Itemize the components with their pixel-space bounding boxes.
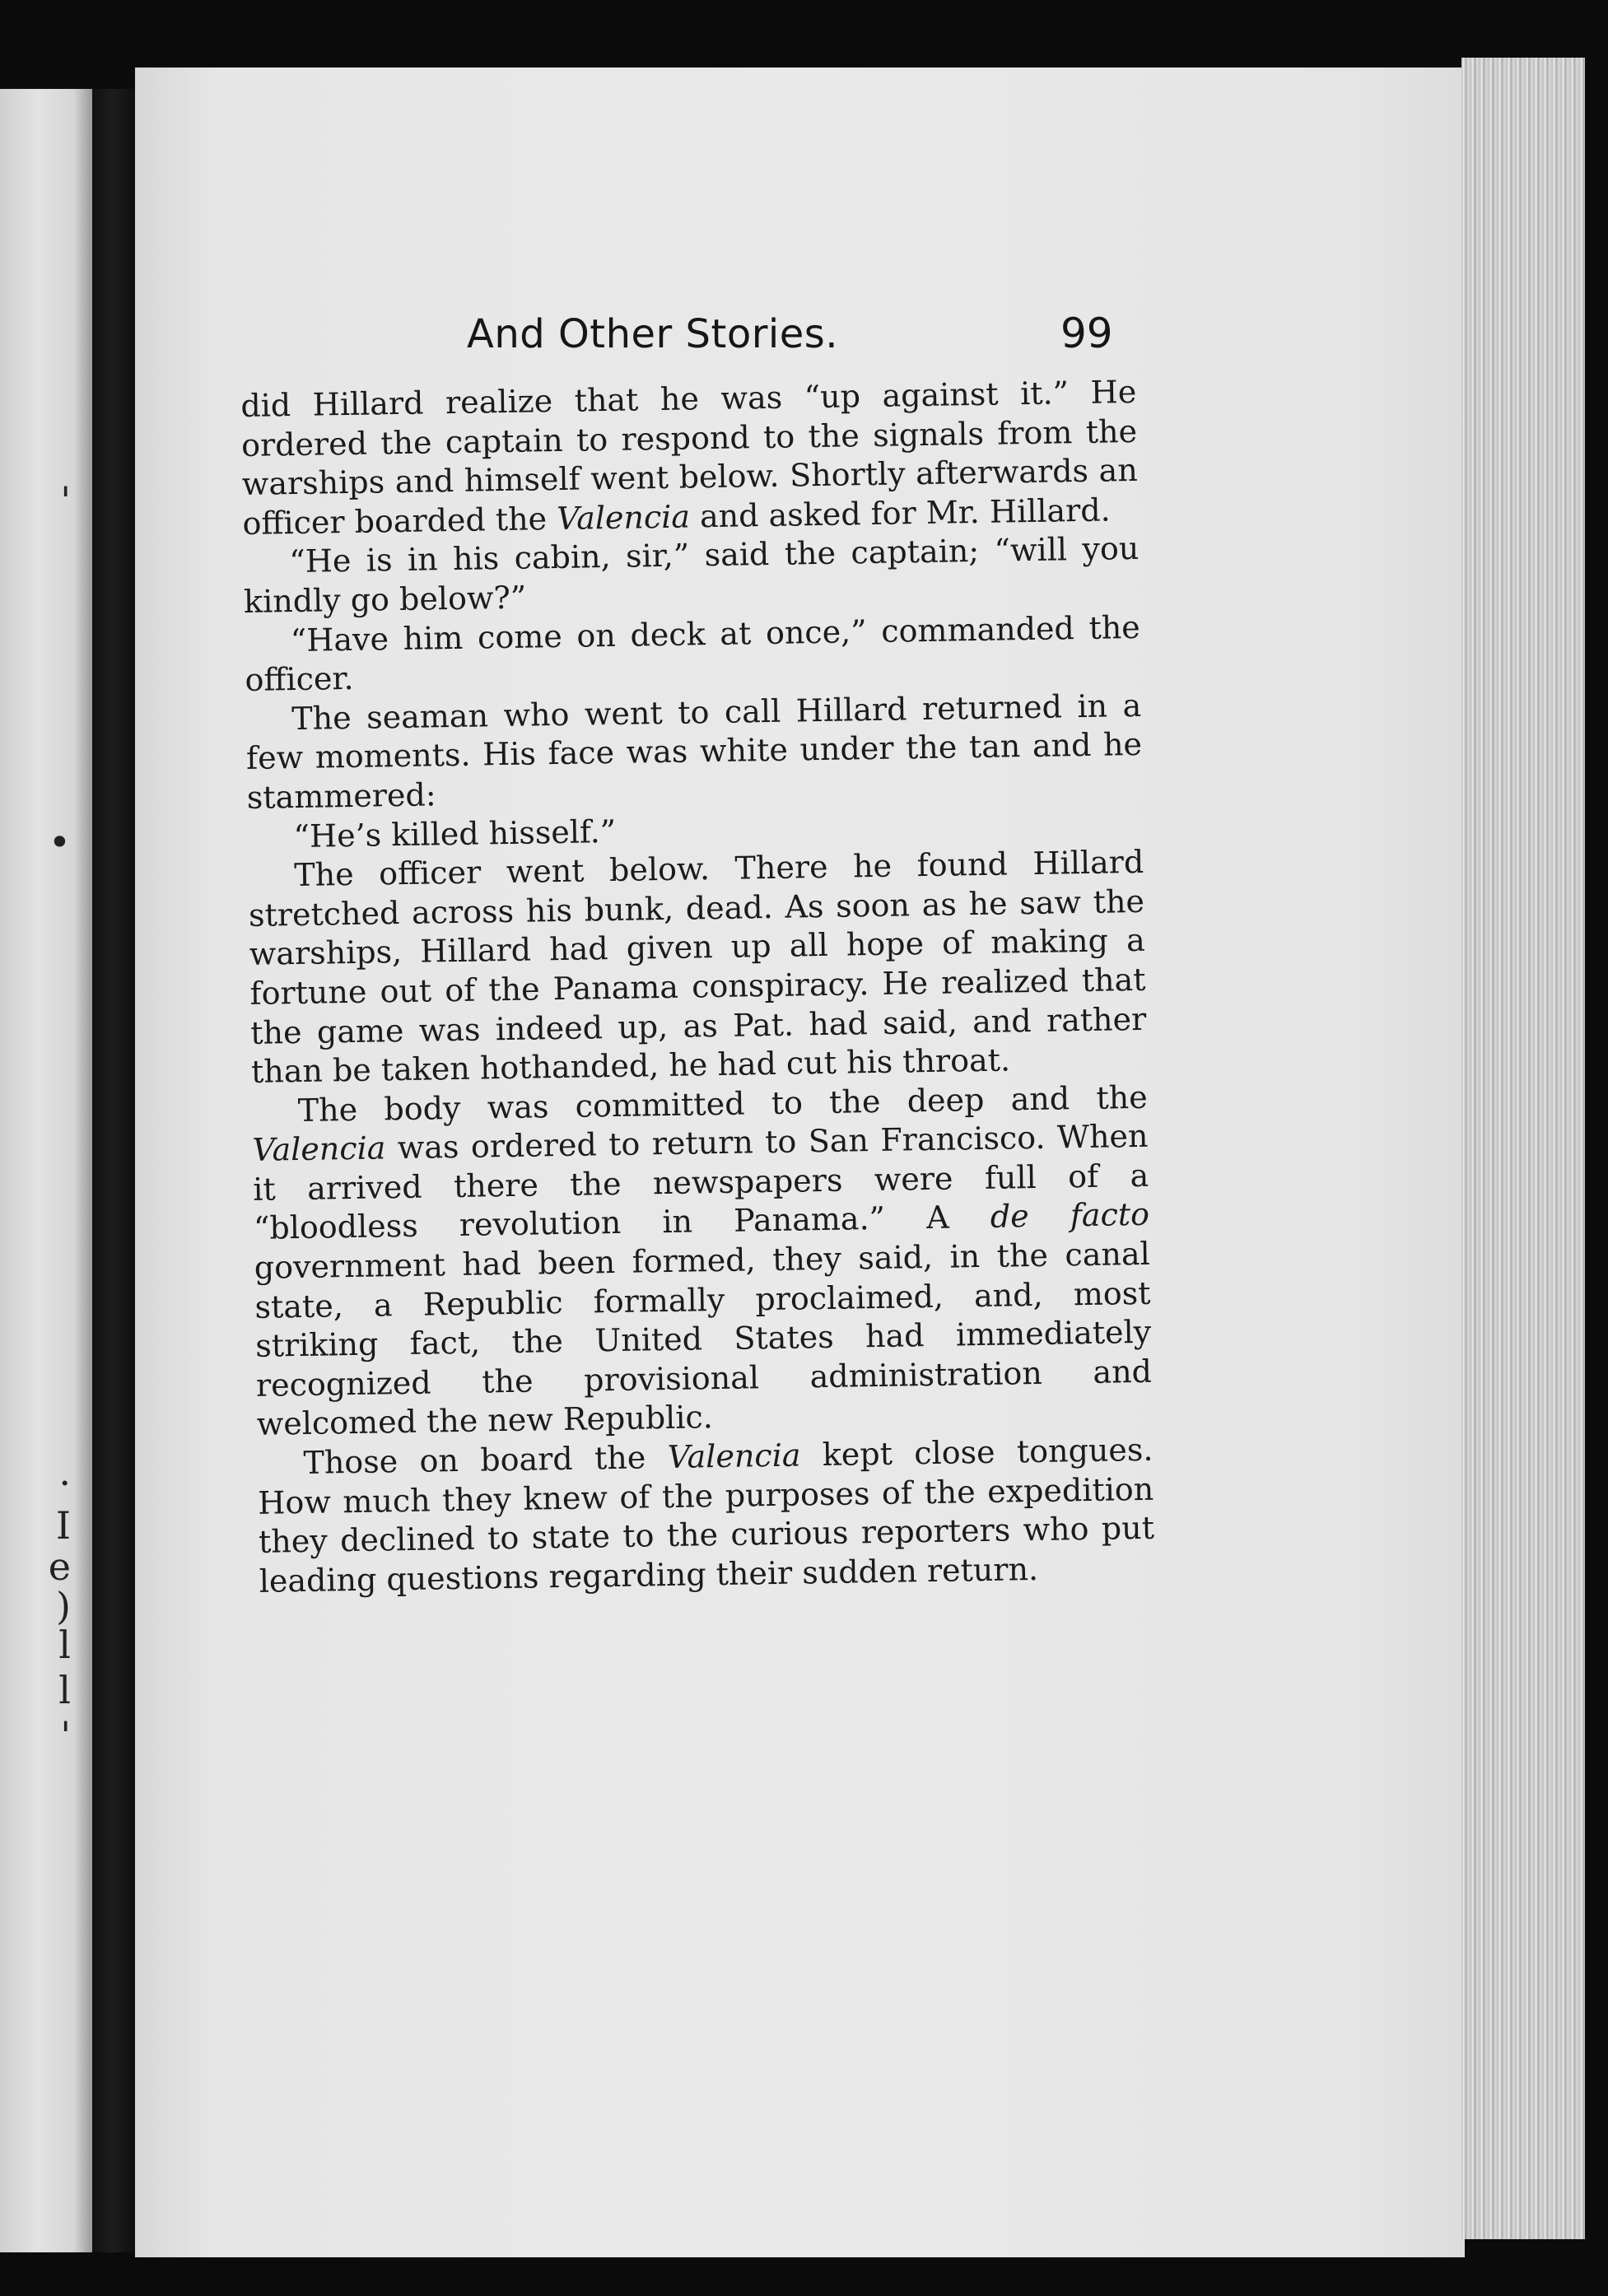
italic-text: Valencia xyxy=(252,1129,386,1169)
text-run: “He is in his cabin, sir,” said the captain; “will you kindly go below?” xyxy=(243,530,1140,620)
previous-page-text-fragments xyxy=(0,89,92,2252)
text-run: did Hillard realize that he was “up against it.” He ordered the captain to respond to the signals from the warships and himself went below. Shortly afterwards an officer boarded the xyxy=(240,373,1139,542)
previous-page-glyph: I xyxy=(55,1503,71,1548)
italic-text: Valencia xyxy=(556,498,691,537)
paragraph xyxy=(257,1431,1155,1601)
text-run: “Have him come on deck at once,” commanded the officer. xyxy=(245,608,1141,699)
text-run: Those on board the xyxy=(303,1439,668,1481)
paragraph xyxy=(251,1078,1153,1444)
text-run: The body was committed to the deep and the xyxy=(297,1078,1149,1129)
book-gutter xyxy=(92,89,135,2252)
previous-page-edge xyxy=(0,89,92,2252)
previous-page-glyph: l xyxy=(58,1668,71,1712)
page-edge-shadow xyxy=(1585,58,1608,2239)
page-number: 99 xyxy=(1060,310,1113,357)
paragraph xyxy=(248,843,1147,1092)
text-run: “He’s killed hisself.” xyxy=(293,813,617,855)
previous-page-glyph: . xyxy=(58,1450,71,1494)
text-run: and asked for Mr. Hillard. xyxy=(689,491,1112,535)
running-head: And Other Stories. xyxy=(467,311,839,357)
paragraph xyxy=(243,529,1140,622)
page-block-edges xyxy=(1461,58,1593,2239)
body-text xyxy=(240,373,1155,1601)
text-run: The officer went below. There he found Hillard stretched across his bunk, dead. As soon as he saw the warships, Hillard had given up all hope of making a fortune out of the Panama conspiracy. He realized that the game was indeed up, as Pat. had said, and rather than be taken hothanded, he had cut his throat. xyxy=(248,843,1147,1090)
paragraph xyxy=(245,687,1143,818)
text-run: government had been formed, they said, in the canal state, a Republic formally proclaimed, and, most striking fact, the United States had immediately recognized the provisional administration and welcomed the new Republic. xyxy=(254,1235,1153,1443)
previous-page-glyph: ' xyxy=(60,478,71,523)
text-run: was ordered to return to San Francisco. When it arrived there the newspapers were full of a “bloodless revolution in Panama.” A xyxy=(252,1118,1149,1247)
previous-page-glyph: • xyxy=(48,820,71,864)
previous-page-glyph: ' xyxy=(60,1713,71,1758)
italic-text: Valencia xyxy=(667,1437,801,1476)
paragraph xyxy=(244,608,1140,700)
previous-page-glyph: ) xyxy=(56,1584,71,1628)
text-run: The seaman who went to call Hillard returned in a few moments. His face was white under the tan and he stammered: xyxy=(245,687,1143,816)
paragraph xyxy=(240,373,1139,543)
italic-text: de facto xyxy=(990,1196,1150,1236)
previous-page-glyph: l xyxy=(58,1623,71,1667)
text-run: kept close tongues. How much they knew of the purposes of the expedition they declined to state to the curious reporters who put leading questions regarding their sudden return. xyxy=(257,1431,1155,1600)
previous-page-glyph: e xyxy=(48,1544,71,1589)
